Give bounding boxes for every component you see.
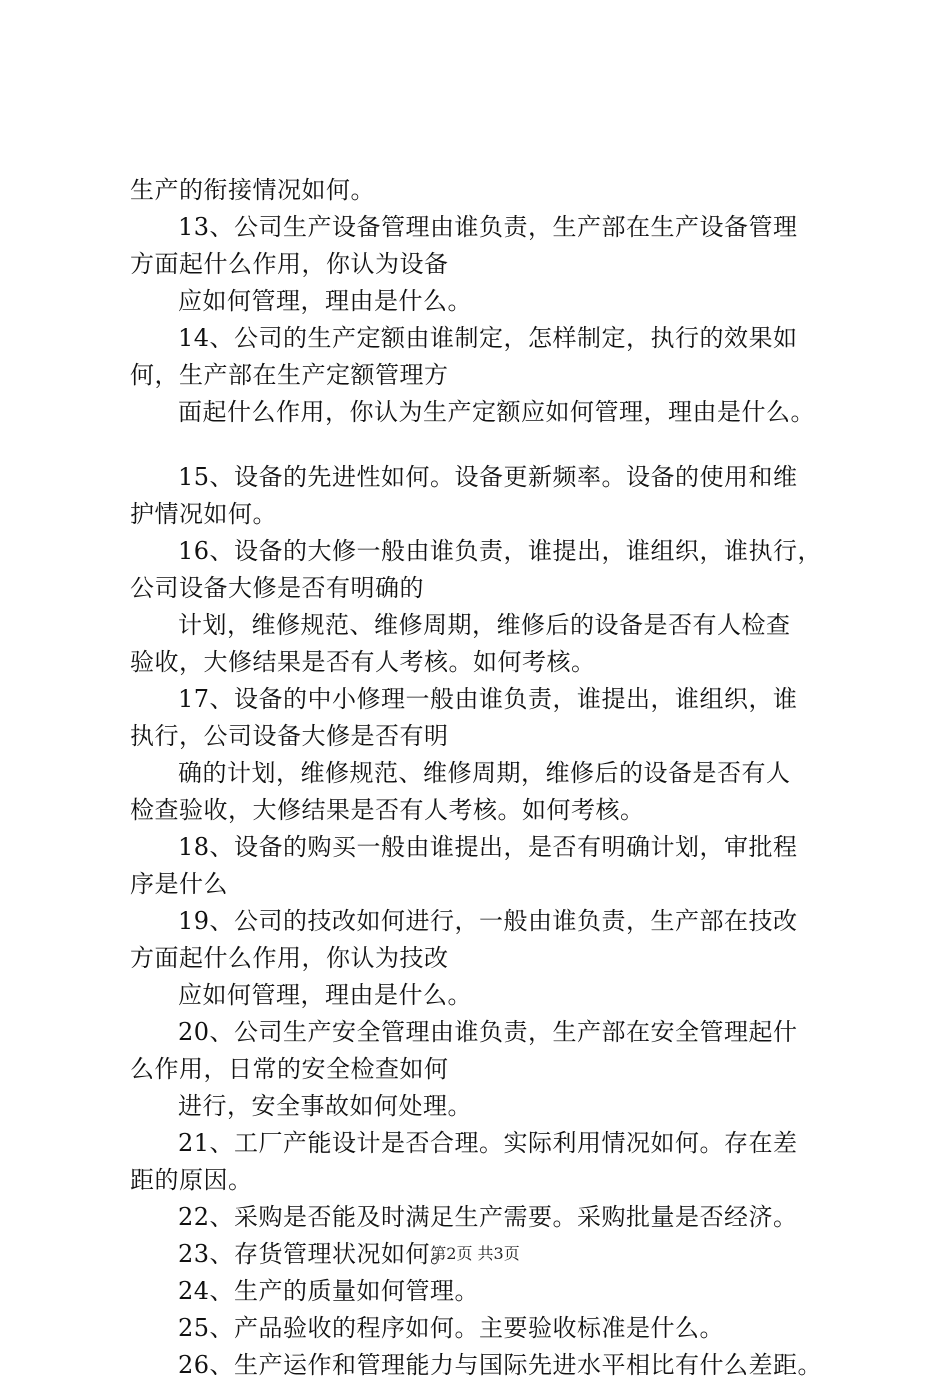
text-line-item-19: 19、公司的技改如何进行，一般由谁负责，生产部在技改 <box>178 907 798 935</box>
text-line-item-25: 25、产品验收的程序如何。主要验收标准是什么。 <box>178 1314 725 1342</box>
text-line: 么作用，日常的安全检查如何 <box>130 1055 449 1083</box>
text-line: 面起什么作用，你认为生产定额应如何管理，理由是什么。 <box>178 398 815 426</box>
text-line: 序是什么 <box>130 870 228 898</box>
text-line: 应如何管理，理由是什么。 <box>178 981 472 1009</box>
text-line: 验收，大修结果是否有人考核。如何考核。 <box>130 648 596 676</box>
text-line-item-16: 16、设备的大修一般由谁负责，谁提出，谁组织，谁执行， <box>178 537 823 565</box>
text-line: 护情况如何。 <box>130 500 277 528</box>
text-line: 公司设备大修是否有明确的 <box>130 574 424 602</box>
text-line: 检查验收，大修结果是否有人考核。如何考核。 <box>130 796 645 824</box>
text-line-item-23: 23、存货管理状况如何。 <box>178 1240 455 1268</box>
text-line-item-13: 13、公司生产设备管理由谁负责，生产部在生产设备管理 <box>178 213 798 241</box>
text-line: 方面起什么作用，你认为技改 <box>130 944 449 972</box>
text-line: 距的原因。 <box>130 1166 253 1194</box>
text-line-item-18: 18、设备的购买一般由谁提出，是否有明确计划，审批程 <box>178 833 798 861</box>
text-line-item-17: 17、设备的中小修理一般由谁负责，谁提出，谁组织，谁 <box>178 685 798 713</box>
text-line-item-15: 15、设备的先进性如何。设备更新频率。设备的使用和维 <box>178 463 798 491</box>
text-line: 执行，公司设备大修是否有明 <box>130 722 449 750</box>
page-number-footer: 第2页 共3页 <box>430 1244 520 1263</box>
text-line-item-26: 26、生产运作和管理能力与国际先进水平相比有什么差距。 <box>178 1351 823 1379</box>
text-line-item-14: 14、公司的生产定额由谁制定，怎样制定，执行的效果如 <box>178 324 798 352</box>
text-line: 确的计划，维修规范、维修周期，维修后的设备是否有人 <box>178 759 791 787</box>
document-body <box>130 172 850 1384</box>
text-line: 何，生产部在生产定额管理方 <box>130 361 449 389</box>
text-line-item-22: 22、采购是否能及时满足生产需要。采购批量是否经济。 <box>178 1203 798 1231</box>
text-line-item-24: 24、生产的质量如何管理。 <box>178 1277 480 1305</box>
text-line: 计划，维修规范、维修周期，维修后的设备是否有人检查 <box>178 611 791 639</box>
text-line-item-21: 21、工厂产能设计是否合理。实际利用情况如何。存在差 <box>178 1129 798 1157</box>
text-line: 进行，安全事故如何处理。 <box>178 1092 472 1120</box>
text-line: 生产的衔接情况如何。 <box>130 176 375 204</box>
text-line-item-20: 20、公司生产安全管理由谁负责，生产部在安全管理起什 <box>178 1018 798 1046</box>
text-line: 方面起什么作用，你认为设备 <box>130 250 449 278</box>
paragraph-gap <box>130 431 850 459</box>
text-line: 应如何管理，理由是什么。 <box>178 287 472 315</box>
